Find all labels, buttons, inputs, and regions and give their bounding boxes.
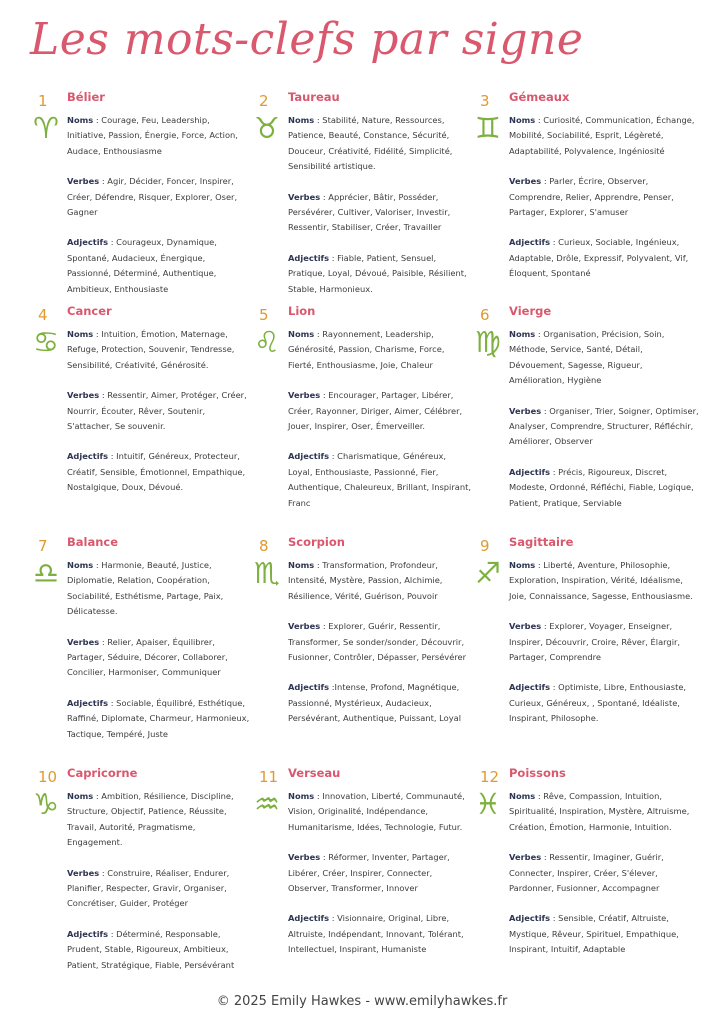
sign-content bbox=[288, 766, 472, 973]
verbes-text bbox=[509, 174, 700, 220]
noms-text bbox=[509, 558, 700, 604]
verbes-label: Verbes bbox=[509, 852, 542, 863]
sign-card bbox=[253, 304, 474, 535]
noms-value: : Liberté, Aventure, Philosophie, Exploration, Inspiration, Vérité, Idéalisme, Joie, Connaissance, Sagesse, Enthousiasme. bbox=[509, 560, 693, 601]
noms-value: : Rayonnement, Leadership, Générosité, Passion, Charisme, Force, Fierté, Enthousiasme, Joie, Chaleur bbox=[288, 329, 445, 370]
verbes-value: : Encourager, Partager, Libérer, Créer, Rayonner, Diriger, Aimer, Célébrer, Jouer, Inspirer, Oser, Émerveiller. bbox=[288, 390, 463, 432]
adjectifs-label: Adjectifs bbox=[67, 928, 109, 939]
noms-text bbox=[288, 789, 472, 835]
noms-label: Noms bbox=[67, 791, 94, 801]
noms-text bbox=[509, 113, 700, 159]
verbes-value: : Ressentir, Aimer, Protéger, Créer, Nourrir, Écouter, Rêver, Soutenir, S'attacher, Se souvenir. bbox=[67, 390, 247, 432]
footer-copyright: © 2025 Emily Hawkes - www.emilyhawkes.fr bbox=[216, 994, 508, 1009]
adjectifs-value: : Déterminé, Responsable, Prudent, Stable, Rigoureux, Ambitieux, Patient, Stratégique, Fiable, Persévérant bbox=[67, 928, 235, 970]
sign-number: 12 bbox=[480, 768, 500, 786]
cancer-icon: ♋ bbox=[33, 325, 59, 359]
adjectifs-text bbox=[67, 449, 251, 495]
noms-text bbox=[288, 113, 472, 175]
adjectifs-text bbox=[67, 927, 251, 973]
verbes-value: : Explorer, Voyager, Enseigner, Inspirer, Découvrir, Croire, Rêver, Élargir, Partager, Comprendre bbox=[509, 621, 681, 663]
verbes-value: : Relier, Apaiser, Équilibrer, Partager, Séduire, Décorer, Collaborer, Concilier, Harmoniser, Communiquer bbox=[67, 636, 228, 678]
sign-card bbox=[253, 535, 474, 766]
adjectifs-label: Adjectifs bbox=[67, 697, 109, 708]
adjectifs-value: : Charismatique, Généreux, Loyal, Enthousiaste, Passionné, Fier, Authentique, Chaleureux, Brillant, Inspirant, Franc bbox=[288, 451, 471, 508]
verbes-label: Verbes bbox=[67, 390, 100, 401]
adjectifs-value: : Précis, Rigoureux, Discret, Modeste, Ordonné, Réfléchi, Fiable, Logique, Patient, Pratique, Serviable bbox=[509, 466, 694, 508]
noms-label: Noms bbox=[509, 329, 536, 339]
gemini-icon: ♊ bbox=[475, 111, 501, 145]
noms-text bbox=[509, 789, 700, 835]
virgo-icon: ♍ bbox=[475, 325, 501, 359]
adjectifs-label: Adjectifs bbox=[509, 913, 551, 924]
sign-card bbox=[474, 535, 702, 766]
adjectifs-value: : Fiable, Patient, Sensuel, Pratique, Loyal, Dévoué, Paisible, Résilient, Stable, Harmonieux. bbox=[288, 252, 467, 294]
adjectifs-text bbox=[288, 251, 472, 297]
adjectifs-text bbox=[67, 235, 251, 297]
adjectifs-text bbox=[288, 449, 472, 511]
noms-value: : Ambition, Résilience, Discipline, Structure, Objectif, Patience, Réussite, Travail, Autorité, Pragmatisme, Engagement. bbox=[67, 791, 234, 848]
sign-name: Taureau bbox=[288, 90, 340, 104]
sign-name: Balance bbox=[67, 535, 119, 549]
scorpio-icon: ♏ bbox=[254, 556, 280, 590]
noms-value: : Intuition, Émotion, Maternage, Refuge, Protection, Souvenir, Tendresse, Sensibilité, Créativité, Générosité. bbox=[67, 329, 235, 370]
verbes-text bbox=[509, 850, 700, 896]
sign-number: 11 bbox=[259, 768, 279, 786]
sign-card bbox=[474, 766, 702, 991]
sign-content bbox=[67, 90, 251, 312]
sign-number: 4 bbox=[38, 306, 48, 324]
sign-name: Gémeaux bbox=[509, 90, 570, 104]
sign-card bbox=[474, 90, 702, 304]
verbes-label: Verbes bbox=[288, 191, 321, 202]
verbes-value: : Réformer, Inventer, Partager, Libérer, Créer, Inspirer, Connecter, Observer, Transformer, Innover bbox=[288, 852, 450, 894]
sign-name: Verseau bbox=[288, 766, 341, 780]
verbes-value: : Construire, Réaliser, Endurer, Planifier, Respecter, Gravir, Organiser, Concrétiser, Guider, Protéger bbox=[67, 867, 230, 909]
verbes-text bbox=[288, 619, 472, 665]
adjectifs-text bbox=[509, 465, 700, 511]
signs-grid bbox=[32, 90, 702, 991]
noms-label: Noms bbox=[288, 560, 315, 570]
sagittarius-icon: ♐ bbox=[475, 556, 501, 590]
verbes-label: Verbes bbox=[67, 867, 100, 878]
adjectifs-text bbox=[509, 235, 700, 281]
noms-text bbox=[67, 327, 251, 373]
noms-label: Noms bbox=[509, 791, 536, 801]
sign-number: 7 bbox=[38, 537, 48, 555]
sign-content bbox=[509, 90, 700, 297]
noms-label: Noms bbox=[509, 560, 536, 570]
verbes-value: : Apprécier, Bâtir, Posséder, Persévérer, Cultiver, Valoriser, Investir, Ressentir, Stabiliser, Créer, Travailler bbox=[288, 191, 451, 233]
noms-value: : Innovation, Liberté, Communauté, Vision, Originalité, Indépendance, Humanitarisme, Idées, Technologie, Futur. bbox=[288, 791, 465, 832]
sign-name: Vierge bbox=[509, 304, 552, 318]
sign-content bbox=[67, 766, 251, 988]
libra-icon: ♎ bbox=[33, 556, 59, 590]
verbes-text bbox=[67, 635, 251, 681]
sign-name: Bélier bbox=[67, 90, 105, 104]
noms-label: Noms bbox=[509, 115, 536, 125]
pisces-icon: ♓ bbox=[475, 787, 501, 821]
noms-label: Noms bbox=[67, 329, 94, 339]
sign-content bbox=[509, 535, 700, 742]
verbes-value: : Ressentir, Imaginer, Guérir, Connecter, Inspirer, Créer, S'élever, Pardonner, Fusionner, Accompagner bbox=[509, 852, 664, 894]
noms-value: : Courage, Feu, Leadership, Initiative, Passion, Énergie, Force, Action, Audace, Enthousiasme bbox=[67, 115, 238, 156]
aquarius-icon: ♒ bbox=[254, 787, 280, 821]
verbes-text bbox=[67, 174, 251, 220]
adjectifs-value: : Sociable, Équilibré, Esthétique, Raffiné, Diplomate, Charmeur, Harmonieux, Tactique, Tempéré, Juste bbox=[67, 697, 250, 739]
adjectifs-label: Adjectifs bbox=[509, 466, 551, 477]
noms-text bbox=[288, 558, 472, 604]
verbes-text bbox=[67, 866, 251, 912]
sign-number: 2 bbox=[259, 92, 269, 110]
sign-card bbox=[253, 90, 474, 304]
adjectifs-value: : Sensible, Créatif, Altruiste, Mystique, Rêveur, Spirituel, Empathique, Inspirant, Intuitif, Adaptable bbox=[509, 913, 679, 955]
adjectifs-text bbox=[288, 911, 472, 957]
noms-value: : Organisation, Précision, Soin, Méthode, Service, Santé, Détail, Dévouement, Sagesse, Rigueur, Amélioration, Hygiène bbox=[509, 329, 665, 386]
sign-card bbox=[32, 535, 253, 766]
sign-content bbox=[509, 766, 700, 973]
adjectifs-value: : Courageux, Dynamique, Spontané, Audacieux, Énergique, Passionné, Déterminé, Authentique, Ambitieux, Enthousiaste bbox=[67, 237, 217, 294]
sign-number: 9 bbox=[480, 537, 490, 555]
sign-number: 6 bbox=[480, 306, 490, 324]
adjectifs-text bbox=[67, 696, 251, 742]
verbes-value: : Agir, Décider, Foncer, Inspirer, Créer, Défendre, Risquer, Explorer, Oser, Gagner bbox=[67, 176, 238, 218]
verbes-label: Verbes bbox=[288, 852, 321, 863]
verbes-label: Verbes bbox=[288, 621, 321, 632]
noms-text bbox=[509, 327, 700, 389]
aries-icon: ♈ bbox=[33, 111, 59, 145]
verbes-text bbox=[509, 404, 700, 450]
adjectifs-value: : Visionnaire, Original, Libre, Altruiste, Indépendant, Innovant, Tolérant, Intellectuel, Inspirant, Humaniste bbox=[288, 913, 464, 955]
noms-value: : Transformation, Profondeur, Intensité, Mystère, Passion, Alchimie, Résilience, Vérité, Guérison, Pouvoir bbox=[288, 560, 443, 601]
noms-label: Noms bbox=[67, 115, 94, 125]
verbes-text bbox=[288, 850, 472, 896]
adjectifs-value: : Optimiste, Libre, Enthousiaste, Curieux, Généreux, , Spontané, Idéaliste, Inspirant, Philosophe. bbox=[509, 682, 687, 724]
sign-name: Capricorne bbox=[67, 766, 138, 780]
noms-value: : Curiosité, Communication, Échange, Mobilité, Sociabilité, Esprit, Légèreté, Adaptabilité, Polyvalence, Ingéniosité bbox=[509, 115, 695, 156]
sign-name: Scorpion bbox=[288, 535, 345, 549]
sign-content bbox=[288, 90, 472, 312]
sign-name: Sagittaire bbox=[509, 535, 574, 549]
noms-text bbox=[67, 113, 251, 159]
adjectifs-value: : Intuitif, Généreux, Protecteur, Créatif, Sensible, Émotionnel, Empathique, Nostalgique, Doux, Dévoué. bbox=[67, 451, 246, 493]
verbes-value: : Explorer, Guérir, Ressentir, Transformer, Se sonder/sonder, Découvrir, Fusionner, Contrôler, Dépasser, Persévérer bbox=[288, 621, 467, 663]
noms-value: : Harmonie, Beauté, Justice, Diplomatie, Relation, Coopération, Sociabilité, Esthétisme, Partage, Paix, Délicatesse. bbox=[67, 560, 224, 617]
adjectifs-label: Adjectifs bbox=[288, 252, 330, 263]
sign-number: 1 bbox=[38, 92, 48, 110]
noms-text bbox=[288, 327, 472, 373]
verbes-text bbox=[288, 388, 472, 434]
sign-card bbox=[32, 90, 253, 304]
noms-text bbox=[67, 558, 251, 620]
adjectifs-text bbox=[288, 680, 472, 726]
sign-content bbox=[288, 535, 472, 742]
noms-label: Noms bbox=[288, 115, 315, 125]
noms-value: : Rêve, Compassion, Intuition, Spiritualité, Inspiration, Mystère, Altruisme, Création, Émotion, Harmonie, Intuition. bbox=[509, 791, 690, 832]
adjectifs-label: Adjectifs bbox=[67, 451, 109, 462]
leo-icon: ♌ bbox=[254, 325, 280, 359]
sign-card bbox=[253, 766, 474, 991]
noms-text bbox=[67, 789, 251, 851]
adjectifs-text bbox=[509, 911, 700, 957]
verbes-text bbox=[288, 190, 472, 236]
capricorn-icon: ♑ bbox=[33, 787, 59, 821]
sign-card bbox=[32, 304, 253, 535]
sign-content bbox=[67, 535, 251, 757]
verbes-value: : Parler, Écrire, Observer, Comprendre, Relier, Apprendre, Penser, Partager, Explorer, S'amuser bbox=[509, 176, 674, 218]
verbes-label: Verbes bbox=[288, 390, 321, 401]
adjectifs-label: Adjectifs bbox=[509, 682, 551, 693]
verbes-label: Verbes bbox=[509, 621, 542, 632]
sign-card bbox=[32, 766, 253, 991]
noms-value: : Stabilité, Nature, Ressources, Patience, Beauté, Constance, Sécurité, Douceur, Créativité, Fidélité, Simplicité, Sensibilité artistique. bbox=[288, 115, 453, 172]
adjectifs-label: Adjectifs bbox=[509, 237, 551, 248]
sign-content bbox=[288, 304, 472, 526]
adjectifs-value: :Intense, Profond, Magnétique, Passionné, Mystérieux, Audacieux, Persévérant, Authentique, Puissant, Loyal bbox=[288, 682, 462, 724]
verbes-label: Verbes bbox=[67, 636, 100, 647]
verbes-text bbox=[509, 619, 700, 665]
sign-name: Poissons bbox=[509, 766, 566, 780]
sign-name: Lion bbox=[288, 304, 316, 318]
sign-name: Cancer bbox=[67, 304, 112, 318]
sign-content bbox=[509, 304, 700, 526]
verbes-text bbox=[67, 388, 251, 434]
sign-content bbox=[67, 304, 251, 511]
taurus-icon: ♉ bbox=[254, 111, 280, 145]
page-title: Les mots-clefs par signe bbox=[30, 14, 584, 65]
adjectifs-label: Adjectifs bbox=[288, 451, 330, 462]
sign-number: 5 bbox=[259, 306, 269, 324]
verbes-label: Verbes bbox=[509, 176, 542, 187]
adjectifs-label: Adjectifs bbox=[288, 913, 330, 924]
adjectifs-label: Adjectifs bbox=[288, 682, 330, 693]
sign-card bbox=[474, 304, 702, 535]
adjectifs-text bbox=[509, 680, 700, 726]
noms-label: Noms bbox=[288, 329, 315, 339]
verbes-value: : Organiser, Trier, Soigner, Optimiser, Analyser, Comprendre, Structurer, Réfléchir, Améliorer, Observer bbox=[509, 405, 699, 447]
noms-label: Noms bbox=[288, 791, 315, 801]
sign-number: 3 bbox=[480, 92, 490, 110]
sign-number: 10 bbox=[38, 768, 58, 786]
verbes-label: Verbes bbox=[509, 405, 542, 416]
adjectifs-value: : Curieux, Sociable, Ingénieux, Adaptable, Drôle, Expressif, Polyvalent, Vif, Éloquent, Spontané bbox=[509, 237, 689, 279]
verbes-label: Verbes bbox=[67, 176, 100, 187]
sign-number: 8 bbox=[259, 537, 269, 555]
adjectifs-label: Adjectifs bbox=[67, 237, 109, 248]
noms-label: Noms bbox=[67, 560, 94, 570]
